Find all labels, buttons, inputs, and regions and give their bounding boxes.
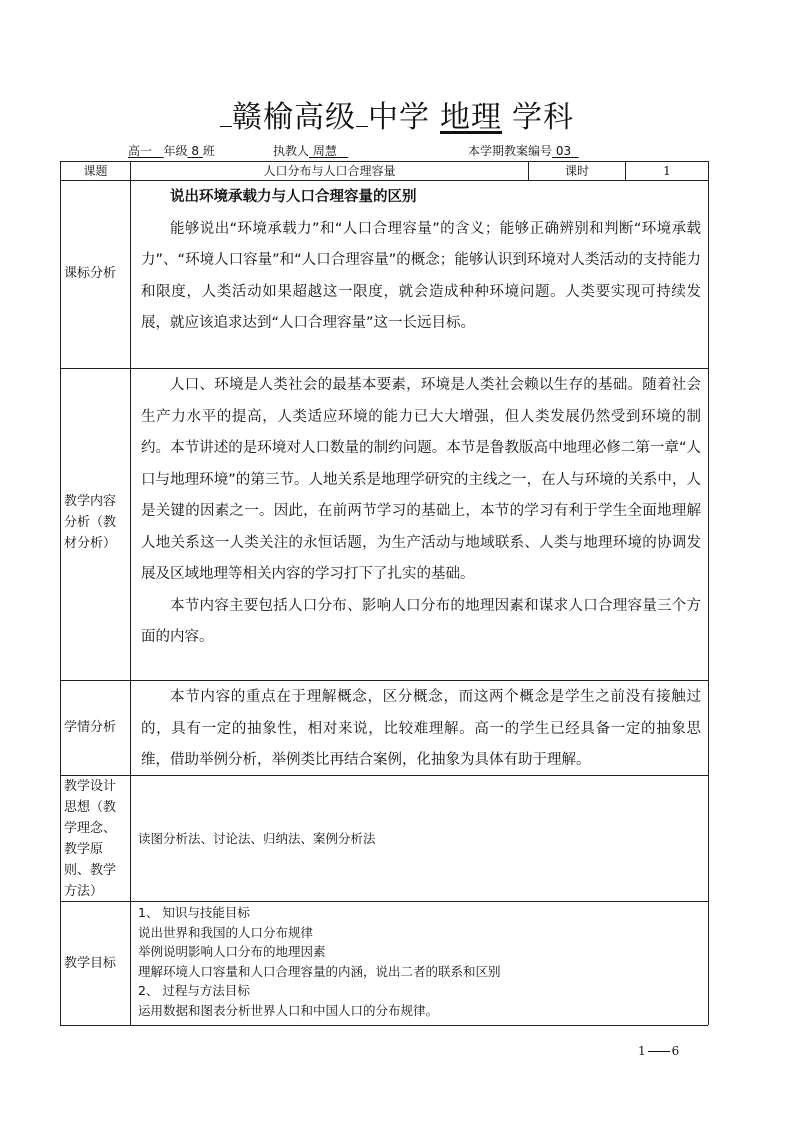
document-title <box>0 98 794 138</box>
plan-number-value: 03 <box>555 144 572 158</box>
class-label: 班 <box>202 144 215 158</box>
hours-label: 课时 <box>564 164 589 178</box>
curriculum-heading: 说出环境承载力与人口合理容量的区别 <box>170 189 417 205</box>
objective-line: 1、 知识与技能目标 <box>138 905 250 920</box>
title-blank-underline <box>356 100 368 127</box>
teacher-value: 周慧 <box>312 144 337 158</box>
school-name: 赣榆高级 <box>232 100 356 135</box>
teacher-label: 执教人 <box>273 144 310 158</box>
plan-number-label: 本学期教案编号 <box>468 144 553 158</box>
hours-value: 1 <box>663 164 671 178</box>
row-content-content-analysis <box>141 370 701 654</box>
content-analysis-paragraph: 人口、环境是人类社会的最基本要素，环境是人类社会赖以生存的基础。随着社会生产力水平的提高，人类适应环境的能力已大大增强，但人类发展仍然受到环境的制约。本节讲述的是环境对人口数量的制约问题。本节是鲁教版高中地理必修二第一章“人口与地理环境”的第三节。人地关系是地理学研究的主线之一，在人与环境的关系中，人是关键的因素之一。因此，在前两节学习的基础上，本节的学习有利于学生全面地理解人地关系这一人类关注的永恒话题，为生产活动与地域联系、人类与地理环境的协调发展及区域地理等相关内容的学习打下了扎实的基础。 <box>141 377 701 582</box>
page-left: 1 <box>638 1044 646 1058</box>
page-right: 6 <box>671 1044 680 1058</box>
objective-line: 2、 过程与方法目标 <box>138 983 250 998</box>
grade-info <box>128 142 215 160</box>
title-blank-underline <box>220 100 232 127</box>
grade-value: 高一 <box>128 144 153 158</box>
grade-label: 年级 <box>163 144 188 158</box>
school-type: 中学 <box>368 100 430 135</box>
subject-suffix: 学科 <box>512 100 574 135</box>
objective-line: 说出世界和我国的人口分布规律 <box>138 924 314 940</box>
row-label-curriculum: 课标分析 <box>64 266 117 281</box>
curriculum-paragraph: 能够说出“环境承载力”和“人口合理容量”的含义；能够正确辨别和判断“环境承载力”、“环境人口容量”和“人口合理容量”的概念；能够认识到环境对人类活动的支持能力和限度，人类活动如果超越这一限度，就会造成种种环境问题。人类要实现可持续发展，就应该追求达到“人口合理容量”这一长远目标。 <box>141 220 701 331</box>
row-content-student-analysis <box>141 682 701 777</box>
subject-name: 地理 <box>440 100 502 135</box>
objective-line: 举例说明影响人口分布的地理因素 <box>138 944 326 959</box>
row-content-objectives <box>138 903 703 1020</box>
page-indicator <box>638 1044 679 1058</box>
row-label-objectives: 教学目标 <box>64 956 117 971</box>
objective-line: 理解环境人口容量和人口合理容量的内涵，说出二者的联系和区别 <box>138 963 501 979</box>
row-content-curriculum <box>141 182 701 340</box>
objective-line: 运用数据和图表分析世界人口和中国人口的分布规律。 <box>138 1002 439 1018</box>
row-label-student-analysis: 学情分析 <box>64 720 117 735</box>
row-content-design-thinking: 读图分析法、讨论法、归纳法、案例分析法 <box>138 831 376 846</box>
plan-number-info <box>468 142 579 160</box>
teacher-info <box>273 142 348 160</box>
row-label-content-analysis: 教学内容分析（教材分析） <box>64 494 117 551</box>
student-analysis-paragraph: 本节内容的重点在于理解概念，区分概念，而这两个概念是学生之前没有接触过的，具有一定的抽象性，相对来说，比较难理解。高一的学生已经具备一定的抽象思维，借助举例分析，举例类比再结合案例，化抽象为具体有助于理解。 <box>141 689 701 768</box>
class-value: 8 <box>191 144 199 158</box>
content-analysis-paragraph: 本节内容主要包括人口分布、影响人口分布的地理因素和谋求人口合理容量三个方面的内容。 <box>141 597 701 645</box>
topic-value: 人口分布与人口合理容量 <box>263 164 396 178</box>
topic-label: 课题 <box>83 164 108 178</box>
row-label-design-thinking: 教学设计思想（教学理念、教学原则、教学方法） <box>64 779 117 899</box>
